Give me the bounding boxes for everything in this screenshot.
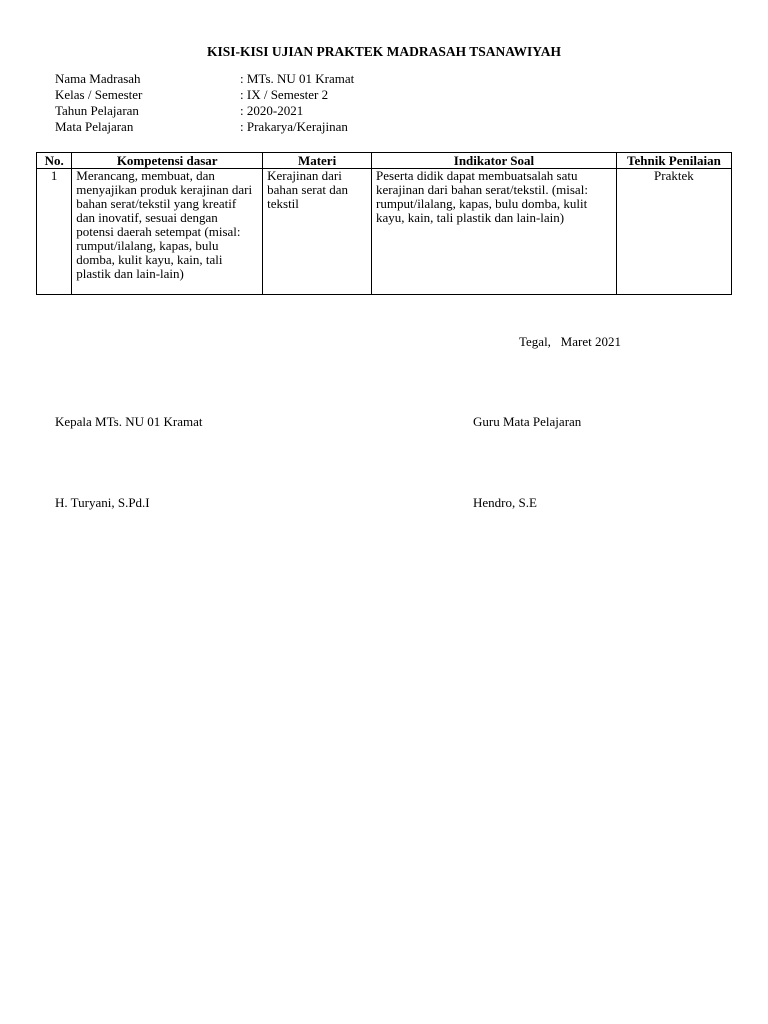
cell-kompetensi: Merancang, membuat, dan menyajikan produk kerajinan dari bahan serat/tekstil yang kreatif dan inovatif, sesuai dengan potensi daerah setempat (misal: rumput/ilalang, kapas, bulu domba, kulit kayu, kain, tali plastik dan lain-lain) [72,169,263,295]
info-value: : Prakarya/Kerajinan [240,119,348,134]
page-title: KISI-KISI UJIAN PRAKTEK MADRASAH TSANAWIYAH [206,44,562,59]
cell-materi: Kerajinan dari bahan serat dan tekstil [263,169,372,295]
signature-name-headmaster: H. Turyani, S.Pd.I [55,495,150,510]
info-row-mapel [55,119,354,135]
cell-no: 1 [37,169,72,295]
info-value: : IX / Semester 2 [240,87,329,102]
header-teknik: Tehnik Penilaian [616,153,731,169]
info-label: Mata Pelajaran [55,119,134,134]
header-materi: Materi [263,153,372,169]
header-kompetensi: Kompetensi dasar [72,153,263,169]
info-row-madrasah [55,71,354,87]
info-value: : MTs. NU 01 Kramat [240,71,355,86]
table-header-row [37,153,732,169]
place-date: Tegal, Maret 2021 [519,334,621,349]
info-label: Tahun Pelajaran [55,103,139,118]
cell-indikator: Peserta didik dapat membuatsalah satu kerajinan dari bahan serat/tekstil. (misal: rumput/ilalang, kapas, bulu domba, kulit kayu, kain, tali plastik dan lain-lain) [372,169,617,295]
info-row-tahun [55,103,354,119]
header-no: No. [37,153,72,169]
info-label: Nama Madrasah [55,71,141,86]
info-label: Kelas / Semester [55,87,143,102]
signature-title-teacher: Guru Mata Pelajaran [473,414,582,429]
info-row-kelas [55,87,354,103]
header-indikator: Indikator Soal [372,153,617,169]
signature-title-headmaster: Kepala MTs. NU 01 Kramat [55,414,203,429]
signature-name-teacher: Hendro, S.E [473,495,537,510]
table-row [37,169,732,295]
kisi-kisi-table [36,152,732,295]
info-value: : 2020-2021 [240,103,304,118]
cell-teknik: Praktek [616,169,731,295]
info-block [55,71,354,135]
